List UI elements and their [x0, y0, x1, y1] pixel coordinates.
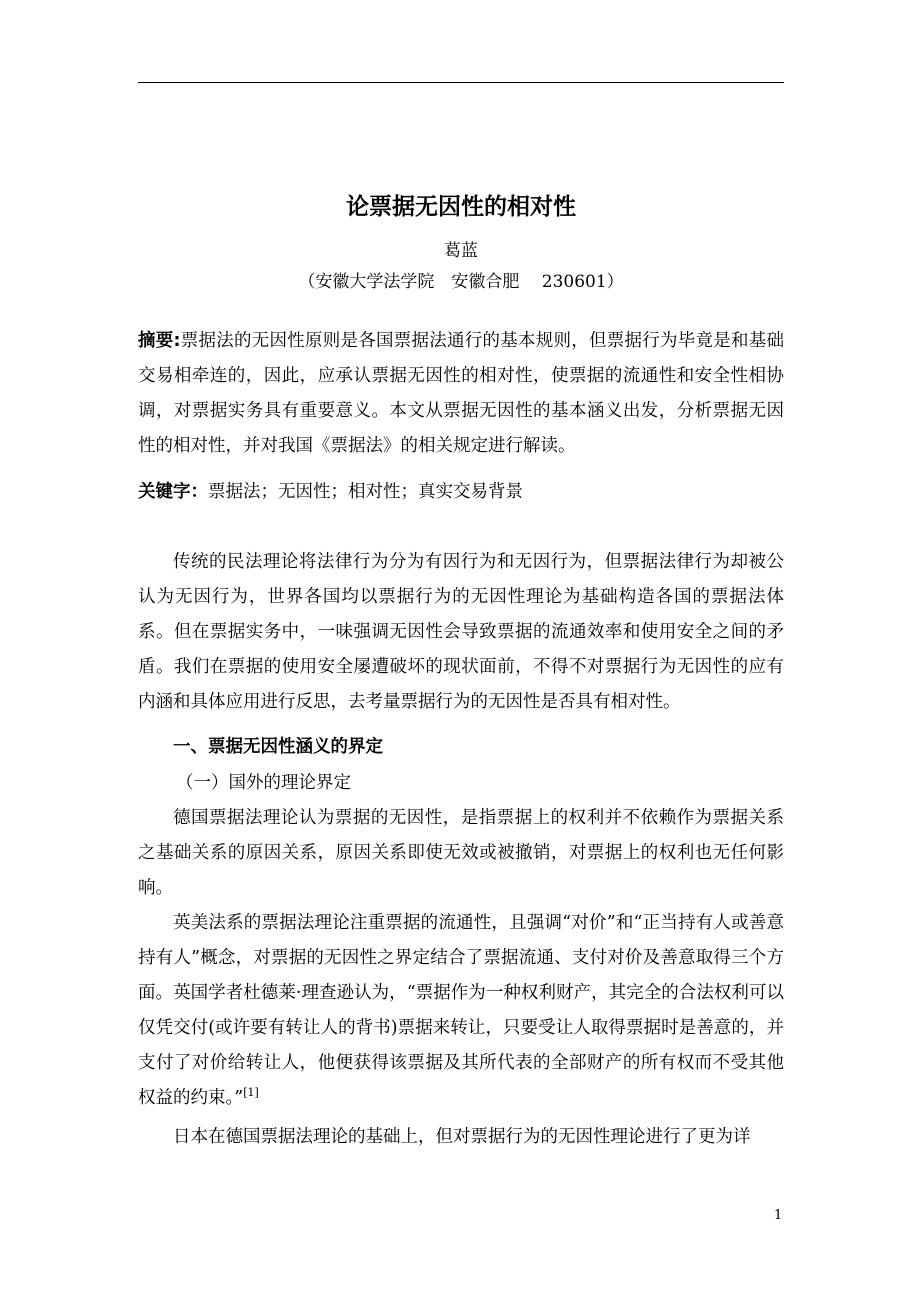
- section-heading-1: 一、票据无因性涵义的界定: [173, 737, 383, 757]
- abstract-paragraph: [138, 324, 784, 464]
- paper-title: 论票据无因性的相对性: [346, 194, 576, 220]
- paragraph-anglo-american: [138, 906, 784, 1116]
- paragraph-japan: 日本在德国票据法理论的基础上，但对票据行为的无因性理论进行了更为详: [173, 1127, 751, 1147]
- keywords-line: [138, 475, 784, 510]
- keywords-text: 票据法；无因性；相对性；真实交易背景: [208, 482, 523, 502]
- author-affiliation: （安徽大学法学院 安徽合肥 230601）: [298, 272, 624, 292]
- abstract-text: 票据法的无因性原则是各国票据法通行的基本规则，但票据行为毕竟是和基础交易相牵连的，因此，应承认票据无因性的相对性，使票据的流通性和安全性相协调，对票据实务具有重要意义。本文从票据无因性的基本涵义出发，分析票据无因性的相对性，并对我国《票据法》的相关规定进行解读。: [138, 331, 784, 456]
- header-rule: [138, 82, 784, 83]
- paragraph-germany: 德国票据法理论认为票据的无因性，是指票据上的权利并不依赖作为票据关系之基础关系的原因关系，原因关系即使无效或被撤销，对票据上的权利也无任何影响。: [138, 808, 784, 898]
- citation-mark: [1]: [243, 1086, 259, 1100]
- abstract-label: 摘要:: [138, 331, 181, 351]
- subsection-heading-1: （一）国外的理论界定: [176, 773, 351, 793]
- intro-paragraph: 传统的民法理论将法律行为分为有因行为和无因行为，但票据法律行为却被公认为无因行为，世界各国均以票据行为的无因性理论为基础构造各国的票据法体系。但在票据实务中，一味强调无因性会导致票据的流通效率和使用安全之间的矛盾。我们在票据的使用安全屡遭破坏的现状面前，不得不对票据行为无因性的应有内涵和具体应用进行反思，去考量票据行为的无因性是否具有相对性。: [138, 552, 784, 712]
- author-name: 葛蓝: [444, 241, 478, 261]
- keywords-label: 关键字：: [138, 482, 208, 502]
- paragraph-anglo-american-text: 英美法系的票据法理论注重票据的流通性，且强调“对价”和“正当持有人或善意持有人”概念，对票据的无因性之界定结合了票据流通、支付对价及善意取得三个方面。英国学者杜德莱·理查逊认为，“票据作为一种权利财产，其完全的合法权利可以仅凭交付(或许要有转让人的背书)票据来转让，只要受让人取得票据时是善意的，并支付了对价给转让人，他便获得该票据及其所代表的全部财产的所有权而不受其他权益的约束。”: [138, 913, 784, 1108]
- page-number: 1: [774, 1208, 783, 1223]
